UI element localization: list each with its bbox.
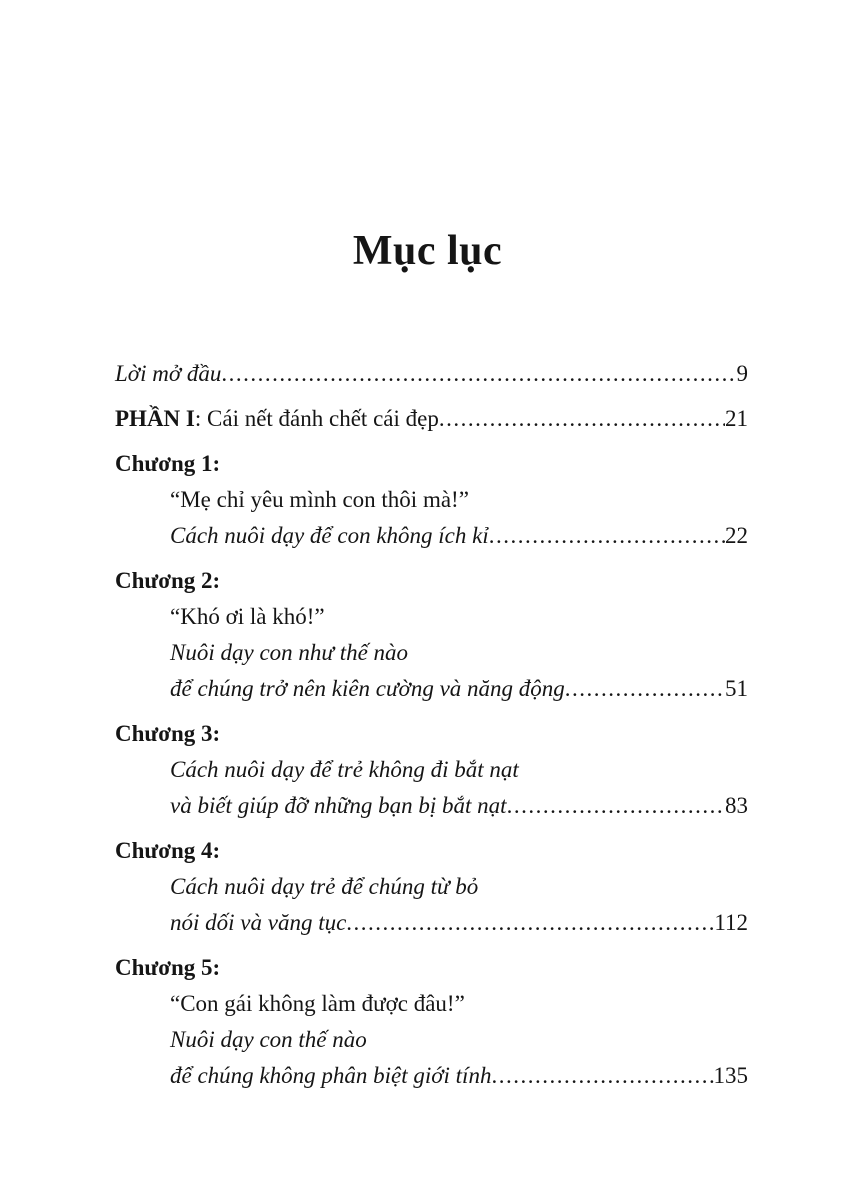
- toc-text-segment: : Cái nết đánh chết cái đẹp: [194, 406, 439, 432]
- toc-line: [115, 833, 748, 869]
- toc-block: [115, 401, 748, 437]
- toc-text-segment: để chúng trở nên kiên cường và năng động: [170, 676, 565, 702]
- toc-page-number: 135: [713, 1063, 748, 1089]
- dot-leader: [346, 905, 714, 941]
- toc-line-text: [170, 905, 346, 941]
- toc-text-segment: nói dối và văng tục: [170, 910, 347, 936]
- toc-line-text: [115, 950, 220, 986]
- toc-line-text: [170, 752, 519, 788]
- toc-line-with-page: [115, 356, 748, 392]
- toc-line: [115, 869, 748, 905]
- toc-line: [115, 599, 748, 635]
- toc-text-segment: để chúng không phân biệt giới tính: [170, 1063, 492, 1089]
- toc-page-number: 112: [714, 910, 748, 936]
- toc-text-segment: và biết giúp đỡ những bạn bị bắt nạt: [170, 793, 507, 819]
- toc-page-number: 21: [725, 406, 748, 432]
- toc-line-text: [115, 716, 220, 752]
- toc-line-text: [170, 518, 489, 554]
- toc-line: [115, 752, 748, 788]
- toc-text-segment: Chương 1:: [115, 451, 221, 477]
- toc-line-text: [170, 599, 325, 635]
- dot-leader: [439, 401, 725, 437]
- dot-leader: [221, 356, 736, 392]
- toc-line-text: [115, 401, 439, 437]
- toc-line-with-page: [115, 401, 748, 437]
- toc-line-text: [170, 1058, 491, 1094]
- toc-line-text: [170, 1022, 367, 1058]
- toc-line: [115, 446, 748, 482]
- toc-line: [115, 716, 748, 752]
- toc-page-number: 22: [725, 523, 748, 549]
- toc-line: [115, 950, 748, 986]
- toc-text-segment: Cách nuôi dạy trẻ để chúng từ bỏ: [170, 874, 479, 900]
- dot-leader: [489, 518, 725, 554]
- dot-leader: [565, 671, 725, 707]
- toc-text-segment: Nuôi dạy con thế nào: [170, 1027, 367, 1053]
- toc-line: [115, 482, 748, 518]
- toc-block: [115, 563, 748, 707]
- toc-line-text: [170, 788, 507, 824]
- toc-line-with-page: [115, 671, 748, 707]
- toc-page-number: 9: [736, 361, 748, 387]
- toc-line-text: [170, 986, 465, 1022]
- toc-line-with-page: [115, 788, 748, 824]
- toc-text-segment: Lời mở đầu: [115, 361, 222, 387]
- toc-text-segment: “Mẹ chỉ yêu mình con thôi mà!”: [170, 487, 469, 513]
- toc-line-text: [115, 446, 220, 482]
- toc-text-segment: “Khó ơi là khó!”: [170, 604, 325, 630]
- toc-text-segment: Chương 4:: [115, 838, 221, 864]
- toc-line-text: [170, 482, 469, 518]
- toc-block: [115, 356, 748, 392]
- toc-line-with-page: [115, 1058, 748, 1094]
- toc-line-text: [170, 671, 565, 707]
- toc-page-number: 51: [725, 676, 748, 702]
- toc-block: [115, 716, 748, 824]
- toc-line: [115, 1022, 748, 1058]
- page-title: Mục lục: [352, 228, 503, 274]
- toc-text-segment: Cách nuôi dạy để trẻ không đi bắt nạt: [170, 757, 519, 783]
- toc-line-text: [115, 356, 221, 392]
- toc-line-with-page: [115, 518, 748, 554]
- toc-text-segment: Nuôi dạy con như thế nào: [170, 640, 409, 666]
- toc-text-segment: Chương 3:: [115, 721, 221, 747]
- toc-line: [115, 635, 748, 671]
- toc-text-segment: “Con gái không làm được đâu!”: [170, 991, 465, 1017]
- toc-line-text: [170, 869, 478, 905]
- toc-block: [115, 950, 748, 1094]
- toc-line: [115, 986, 748, 1022]
- toc-text-segment: Chương 5:: [115, 955, 221, 981]
- toc-block: [115, 833, 748, 941]
- toc-line-with-page: [115, 905, 748, 941]
- toc-list: [115, 356, 748, 1094]
- toc-line-text: [170, 635, 408, 671]
- toc-page-number: 83: [725, 793, 748, 819]
- toc-line: [115, 563, 748, 599]
- dot-leader: [491, 1058, 713, 1094]
- toc-block: [115, 446, 748, 554]
- toc-text-segment: Cách nuôi dạy để con không ích kỉ: [170, 523, 489, 549]
- toc-text-segment: Chương 2:: [115, 568, 221, 594]
- toc-line-text: [115, 563, 220, 599]
- dot-leader: [507, 788, 725, 824]
- toc-line-text: [115, 833, 220, 869]
- toc-text-segment: PHẦN I: [115, 406, 195, 432]
